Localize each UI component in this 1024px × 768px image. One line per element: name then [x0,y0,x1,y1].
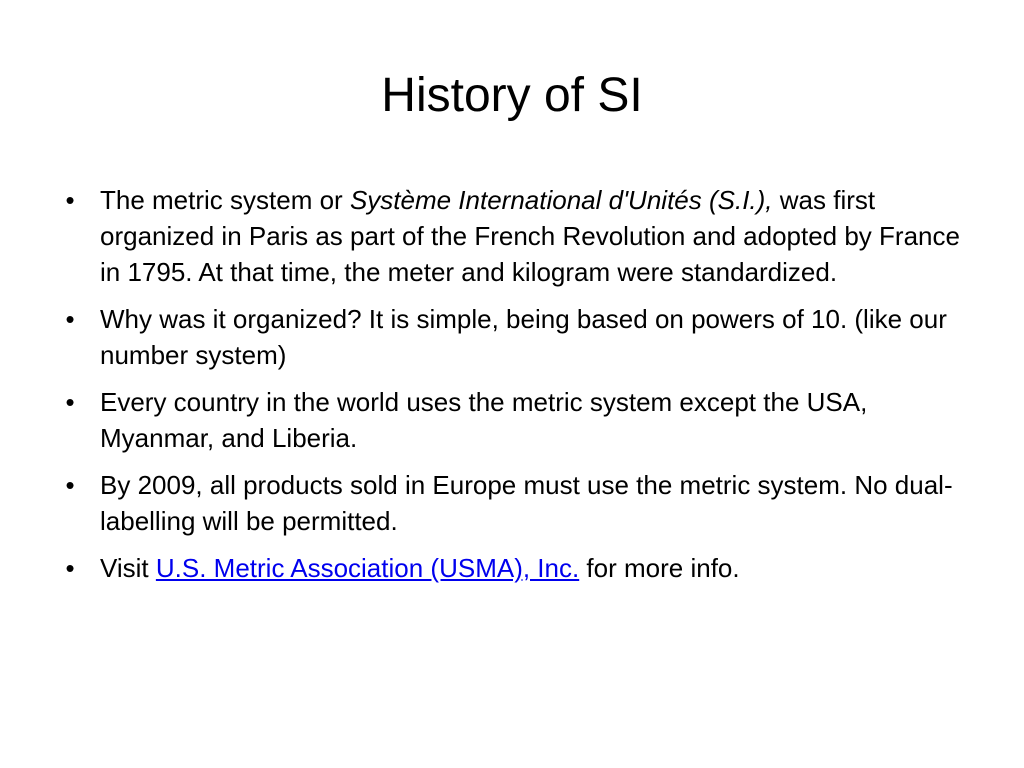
bullet-list [65,182,980,597]
bullet-icon: • [65,470,75,500]
usma-link[interactable]: U.S. Metric Association (USMA), Inc. [155,553,580,583]
bullet-text: The metric system or [100,185,350,215]
bullet-item-visit-usma [65,550,980,586]
bullet-icon: • [65,553,75,583]
bullet-item-countries [65,384,980,456]
bullet-text: Every country in the world uses the metric system except the USA, Myanmar, and Liberia. [100,387,868,453]
bullet-italic-text: Système International d'Unités (S.I.), [349,185,773,215]
bullet-item-why-organized [65,301,980,373]
bullet-item-si-origin [65,182,980,290]
bullet-text: Why was it organized? It is simple, being based on powers of 10. (like our number system) [100,304,947,370]
bullet-text: was first organized in Paris as part of the French Revolution and adopted by France in 1795. At that time, the meter and kilogram were standardized. [100,185,960,287]
bullet-text: Visit [100,553,156,583]
bullet-icon: • [65,387,75,417]
bullet-text: for more info. [579,553,740,583]
bullet-icon: • [65,185,75,215]
bullet-icon: • [65,304,75,334]
bullet-item-europe-2009 [65,467,980,539]
bullet-text: By 2009, all products sold in Europe must use the metric system. No dual-labelling will be permitted. [100,470,953,536]
slide-title: History of SI [381,69,643,122]
